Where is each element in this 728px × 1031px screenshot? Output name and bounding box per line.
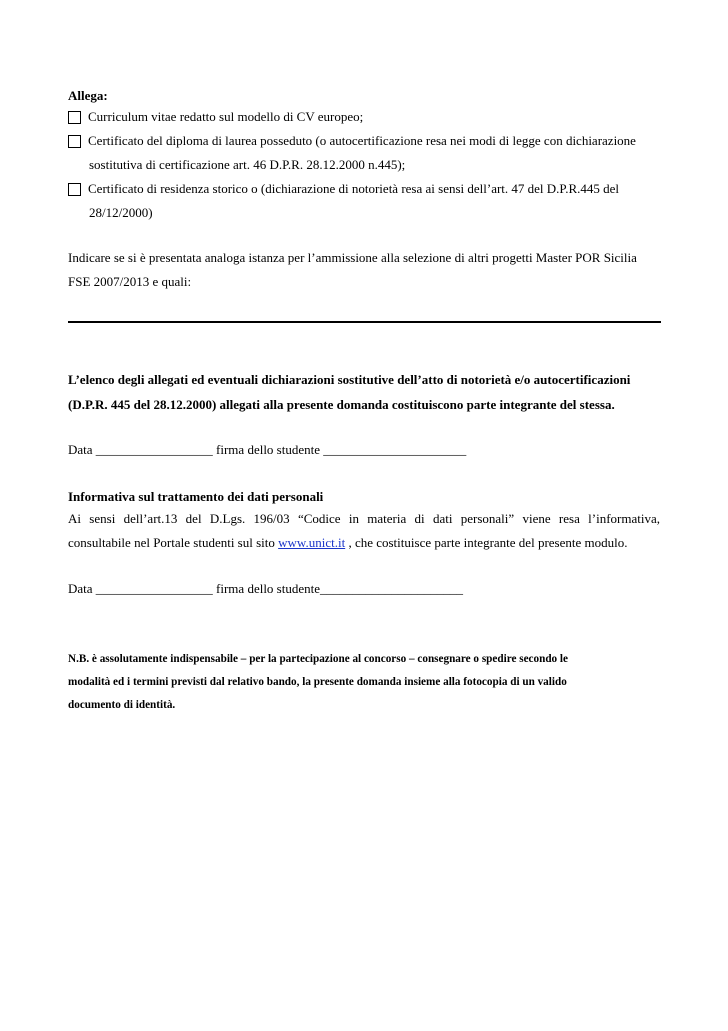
allegati-note-line-2: (D.P.R. 445 del 28.12.2000) allegati alla presente domanda costituiscono parte integrante del stessa. [68, 397, 615, 412]
attachment-diploma[interactable] [68, 133, 636, 149]
checkbox-cv[interactable] [68, 111, 81, 124]
attachment-diploma-label-2: sostitutiva di certificazione art. 46 D.P.R. 28.12.2000 n.445); [89, 157, 406, 172]
signature-line-1[interactable]: Data __________________ firma dello studente ______________________ [68, 442, 467, 457]
privacy-line-2-pre: consultabile nel Portale studenti sul sito [68, 535, 279, 550]
previous-application-line-1: Indicare se si è presentata analoga istanza per l’ammissione alla selezione di altri progetti Master POR Sicilia [68, 250, 637, 265]
attachment-cv[interactable] [68, 109, 363, 125]
nb-line-1: N.B. è assolutamente indispensabile – per la partecipazione al concorso – consegnare o spedire secondo le [68, 653, 569, 665]
unict-link[interactable]: www.unict.it [278, 535, 346, 550]
privacy-heading: Informativa sul trattamento dei dati personali [68, 489, 324, 504]
attachment-cv-label: Curriculum vitae redatto sul modello di CV europeo; [88, 109, 364, 124]
answer-line[interactable] [68, 321, 661, 323]
attachment-residence-label-1: Certificato di residenza storico o (dichiarazione di notorietà resa ai sensi dell’art. 47 del D.P.R.445 del [88, 181, 620, 196]
previous-application-line-2: FSE 2007/2013 e quali: [68, 274, 192, 289]
attachments-heading: Allega: [68, 88, 108, 103]
privacy-line-2 [68, 535, 627, 551]
signature-line-2[interactable]: Data __________________ firma dello studente______________________ [68, 581, 464, 596]
nb-line-3: documento di identità. [68, 699, 176, 711]
privacy-line-1: Ai sensi dell’art.13 del D.Lgs. 196/03 “Codice in materia di dati personali” viene resa l’informativa, [68, 511, 660, 526]
checkbox-residence[interactable] [68, 183, 81, 196]
privacy-line-2-post: , che costituisce parte integrante del presente modulo. [345, 535, 628, 550]
checkbox-diploma[interactable] [68, 135, 81, 148]
nb-line-2: modalità ed i termini previsti dal relativo bando, la presente domanda insieme alla fotocopia di un valido [68, 676, 567, 688]
attachment-residence-label-2: 28/12/2000) [89, 205, 153, 220]
attachment-diploma-label-1: Certificato del diploma di laurea posseduto (o autocertificazione resa nei modi di legge con dichiarazione [88, 133, 636, 148]
attachment-residence[interactable] [68, 181, 619, 197]
allegati-note-line-1: L’elenco degli allegati ed eventuali dichiarazioni sostitutive dell’atto di notorietà e/o autocertificazioni [68, 372, 631, 387]
